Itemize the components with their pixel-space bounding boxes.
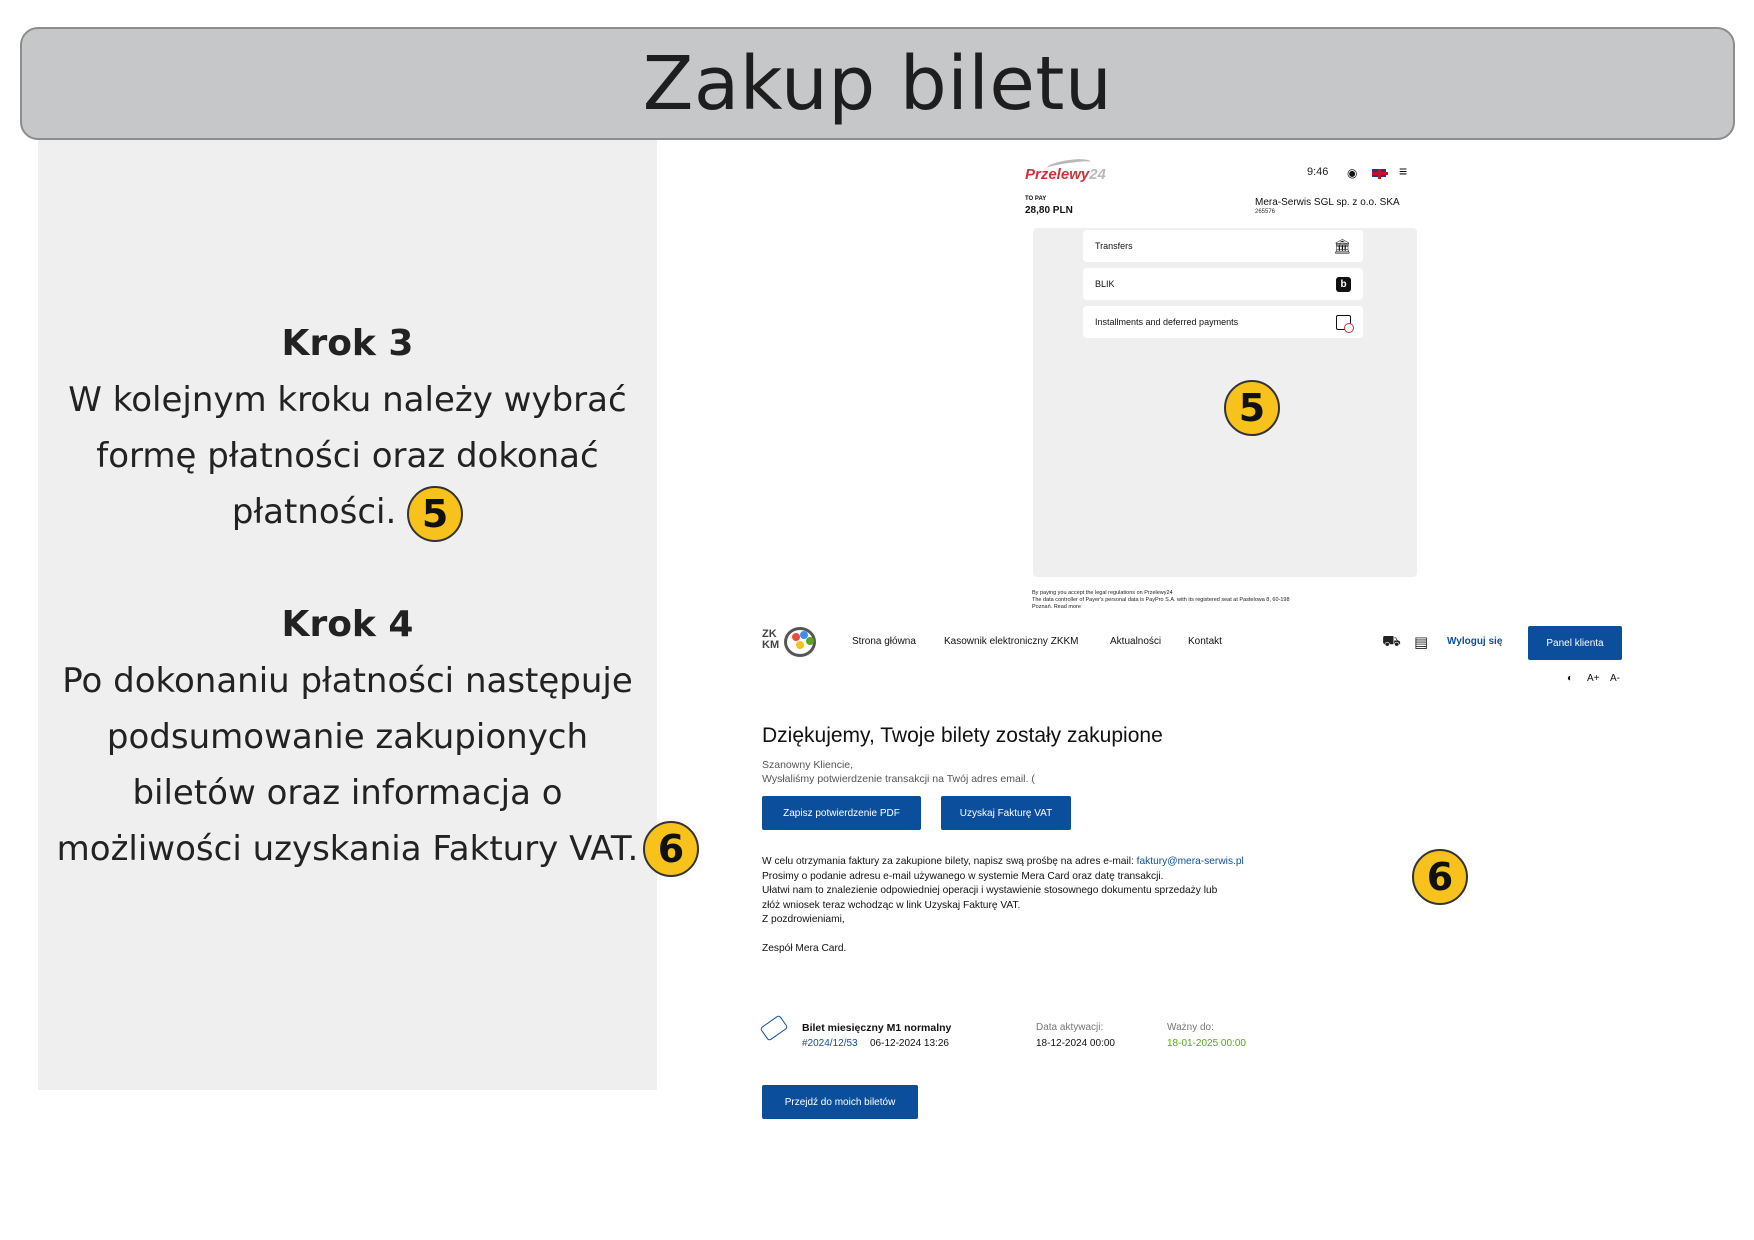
badge-5-screenshot: 5 [1224, 380, 1280, 436]
invoice-info-text [762, 855, 1244, 957]
invoice-line-4: złóż wniosek teraz wchodząc w link Uzyskaj Fakturę VAT. [762, 899, 1021, 911]
badge-5-text: 5 [407, 486, 463, 542]
nav-contact[interactable]: Kontakt [1188, 636, 1222, 647]
step-4-title: Krok 4 [281, 604, 414, 645]
payment-method-label: BLIK [1095, 279, 1115, 289]
menu-icon[interactable]: ≡ [1399, 163, 1408, 179]
signature: Zespół Mera Card. [762, 943, 847, 954]
pay-amount: 28,80 PLN [1025, 205, 1073, 216]
zkkm-logo-text [762, 629, 779, 651]
p24-timer: 9:46 [1307, 166, 1329, 178]
p24-logo-text: Przelewy [1025, 166, 1090, 183]
step-4-line-3: biletów oraz informacja o [132, 773, 563, 813]
step-3-title: Krok 3 [281, 323, 414, 364]
calendar-icon [1336, 315, 1351, 330]
p24-header [1025, 160, 1415, 220]
confirmation-subtext [762, 758, 1035, 786]
invoice-email-link[interactable]: faktury@mera-serwis.pl [1136, 856, 1244, 867]
invoice-line-1-text: W celu otrzymania faktury za zakupione bilety, napisz swą prośbę na adres e-mail: [762, 856, 1137, 867]
blik-icon: b [1336, 277, 1351, 292]
get-vat-invoice-button[interactable]: Uzyskaj Fakturę VAT [941, 796, 1071, 830]
client-panel-button[interactable]: Panel klienta [1528, 626, 1622, 660]
invoice-line-3: Ułatwi nam to znalezienie odpowiedniej operacji i wystawienie stosownego dokumentu sprzedaży lub [762, 885, 1218, 896]
logo-dot-yellow [796, 641, 804, 649]
p24-footer-line: The data controller of Payer's personal data is PayPro S.A. with its registered seat at Pastelowa 8, 60-198 [1032, 597, 1290, 603]
payment-method-transfers[interactable] [1083, 230, 1363, 262]
activation-value: 18-12-2024 00:00 [1036, 1038, 1115, 1049]
invoice-line-5: Z pozdrowieniami, [762, 914, 845, 925]
payment-method-label: Transfers [1095, 241, 1133, 251]
logout-link[interactable]: Wyloguj się [1447, 636, 1503, 647]
contrast-icon[interactable]: ◐ [1567, 673, 1574, 684]
bank-icon: 🏛 [1333, 237, 1351, 254]
step-3-line-1: W kolejnym kroku należy wybrać [68, 380, 627, 420]
ticket-name: Bilet miesięczny M1 normalny [802, 1022, 952, 1034]
zkkm-logo-line-1: ZK [762, 628, 777, 640]
step-3 [38, 316, 657, 542]
nav-news[interactable]: Aktualności [1110, 636, 1162, 647]
zkkm-logo[interactable] [762, 625, 822, 661]
logo-dot-red [792, 633, 800, 641]
eye-icon[interactable]: ◉ [1347, 166, 1358, 180]
step-3-line-3-wrap [38, 484, 657, 542]
cart-icon[interactable]: ⛟ [1382, 633, 1401, 650]
ticket-number[interactable]: #2024/12/53 [802, 1038, 858, 1049]
invoice-line-2: Prosimy o podanie adresu e-mail używanego w systemie Mera Card oraz datę transakcji. [762, 870, 1164, 882]
p24-footer-line[interactable]: Poznań. Read more [1032, 604, 1081, 610]
p24-legal-footer [1032, 590, 1362, 611]
confirmation-heading: Dziękujemy, Twoje bilety zostały zakupione [762, 724, 1163, 747]
save-pdf-button[interactable]: Zapisz potwierdzenie PDF [762, 796, 921, 830]
valid-until-value: 18-01-2025 00:00 [1167, 1038, 1246, 1049]
step-3-line-3: płatności. [231, 492, 397, 532]
step-4-line-1: Po dokonaniu płatności następuje [62, 661, 633, 701]
font-decrease-button[interactable]: A- [1610, 673, 1620, 684]
step-4-line-2: podsumowanie zakupionych [106, 717, 589, 757]
to-pay-label: TO PAY [1025, 196, 1047, 202]
spacer [762, 928, 1244, 943]
step-3-line-2: formę płatności oraz dokonać [96, 436, 599, 476]
ticket-icon [760, 1015, 789, 1042]
badge-6-screenshot: 6 [1412, 849, 1468, 905]
logo-dot-green [806, 637, 814, 645]
title-bar [20, 27, 1735, 140]
nav-kasownik[interactable]: Kasownik elektroniczny ZKKM [944, 636, 1079, 647]
my-tickets-button[interactable]: Przejdź do moich biletów [762, 1085, 918, 1119]
payment-method-blik[interactable] [1083, 268, 1363, 300]
invoice-line-1 [762, 855, 1244, 870]
activation-label: Data aktywacji: [1036, 1022, 1104, 1033]
step-4 [38, 597, 657, 877]
badge-6-text: 6 [643, 821, 699, 877]
p24-footer-line: By paying you accept the legal regulations on Przelewy24 [1032, 590, 1173, 596]
valid-until-label: Ważny do: [1167, 1022, 1214, 1033]
nav-home[interactable]: Strona główna [852, 636, 916, 647]
step-4-line-4: możliwości uzyskania Faktury VAT. [56, 829, 639, 869]
payment-method-label: Installments and deferred payments [1095, 317, 1239, 327]
email-sent-info: Wysłaliśmy potwierdzenie transakcji na Twój adres email. ( [762, 773, 1035, 785]
merchant-name: Mera-Serwis SGL sp. z o.o. SKA [1255, 197, 1400, 208]
payment-method-installments[interactable] [1083, 306, 1363, 338]
zkkm-logo-line-2: KM [762, 639, 780, 651]
p24-logo [1025, 166, 1106, 183]
page-title: Zakup biletu [642, 40, 1113, 127]
p24-logo-num: 24 [1089, 166, 1106, 183]
messages-icon[interactable]: ▤ [1414, 634, 1429, 651]
instruction-panel [38, 140, 657, 1090]
merchant-id: 265576 [1255, 209, 1276, 215]
greeting: Szanowny Kliencie, [762, 759, 854, 771]
font-increase-button[interactable]: A+ [1587, 673, 1600, 684]
ticket-purchase-date: 06-12-2024 13:26 [870, 1038, 949, 1049]
uk-flag-icon[interactable] [1371, 168, 1387, 178]
